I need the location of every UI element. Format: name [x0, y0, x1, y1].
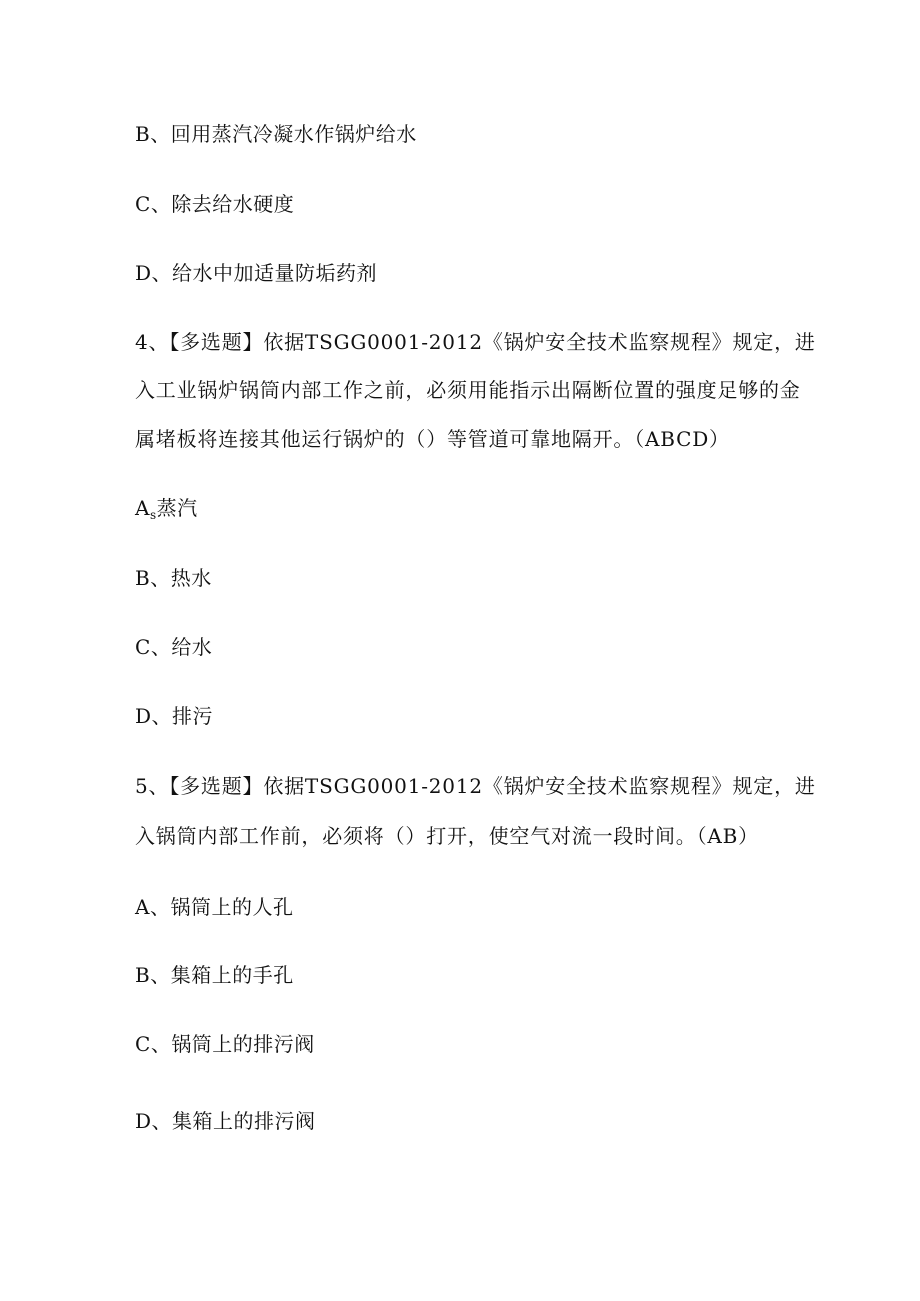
q4-option-a — [135, 496, 198, 527]
option-text: 锅筒上的排污阀 — [171, 1032, 315, 1056]
q5-text-line-1: 5、【多选题】依据TSGG0001-2012《锅炉安全技术监察规程》规定，进 — [135, 774, 816, 798]
q5-option-d — [135, 1109, 316, 1133]
q5-option-b — [135, 963, 294, 987]
option-separator: 、 — [150, 1032, 172, 1056]
option-letter: C — [135, 1032, 151, 1056]
option-letter: A — [135, 895, 150, 919]
q5-text-line-2: 入锅筒内部工作前，必须将（）打开，使空气对流一段时间。（AB） — [135, 824, 759, 848]
q3-option-d — [135, 261, 377, 285]
option-separator: 、 — [151, 704, 173, 728]
option-text: 给水中加适量防垢药剂 — [172, 261, 378, 285]
q4-text-line-2: 入工业锅炉锅筒内部工作之前，必须用能指示出隔断位置的强度足够的金 — [135, 378, 801, 402]
option-letter: C — [135, 635, 151, 659]
option-letter: D — [135, 261, 152, 285]
q4-option-d — [135, 704, 213, 728]
option-separator: 、 — [150, 963, 171, 987]
q4-text-line-1: 4、【多选题】依据TSGG0001-2012《锅炉安全技术监察规程》规定，进 — [135, 330, 816, 354]
option-separator: 、 — [150, 192, 172, 216]
option-letter: B — [135, 122, 151, 146]
option-letter: B — [135, 963, 151, 987]
option-text: 给水 — [171, 635, 213, 659]
option-text: 排污 — [172, 704, 214, 728]
q5-option-a — [135, 895, 293, 919]
option-separator: 、 — [151, 261, 173, 285]
option-letter: B — [135, 566, 151, 590]
option-text: 集箱上的手孔 — [170, 963, 294, 987]
option-letter: D — [135, 704, 152, 728]
option-text: 蒸汽 — [156, 496, 198, 520]
option-separator: 、 — [150, 635, 172, 659]
q5-option-c — [135, 1032, 315, 1056]
option-text: 回用蒸汽冷凝水作锅炉给水 — [170, 122, 417, 146]
q4-option-b — [135, 566, 212, 590]
option-separator: 、 — [150, 566, 171, 590]
option-letter: A — [135, 496, 150, 520]
option-text: 热水 — [170, 566, 212, 590]
q4-option-c — [135, 635, 212, 659]
option-separator: 、 — [149, 895, 171, 919]
q4-text-line-3: 属堵板将连接其他运行锅炉的（）等管道可靠地隔开。（ABCD） — [135, 427, 730, 451]
option-text: 锅筒上的人孔 — [170, 895, 294, 919]
option-text: 集箱上的排污阀 — [172, 1109, 316, 1133]
q3-option-c — [135, 192, 294, 216]
option-letter: C — [135, 192, 151, 216]
option-letter: D — [135, 1109, 152, 1133]
option-text: 除去给水硬度 — [171, 192, 295, 216]
option-separator: 、 — [150, 122, 171, 146]
option-separator: 、 — [151, 1109, 173, 1133]
option-subscript: s — [149, 508, 157, 522]
q3-option-b — [135, 122, 417, 146]
